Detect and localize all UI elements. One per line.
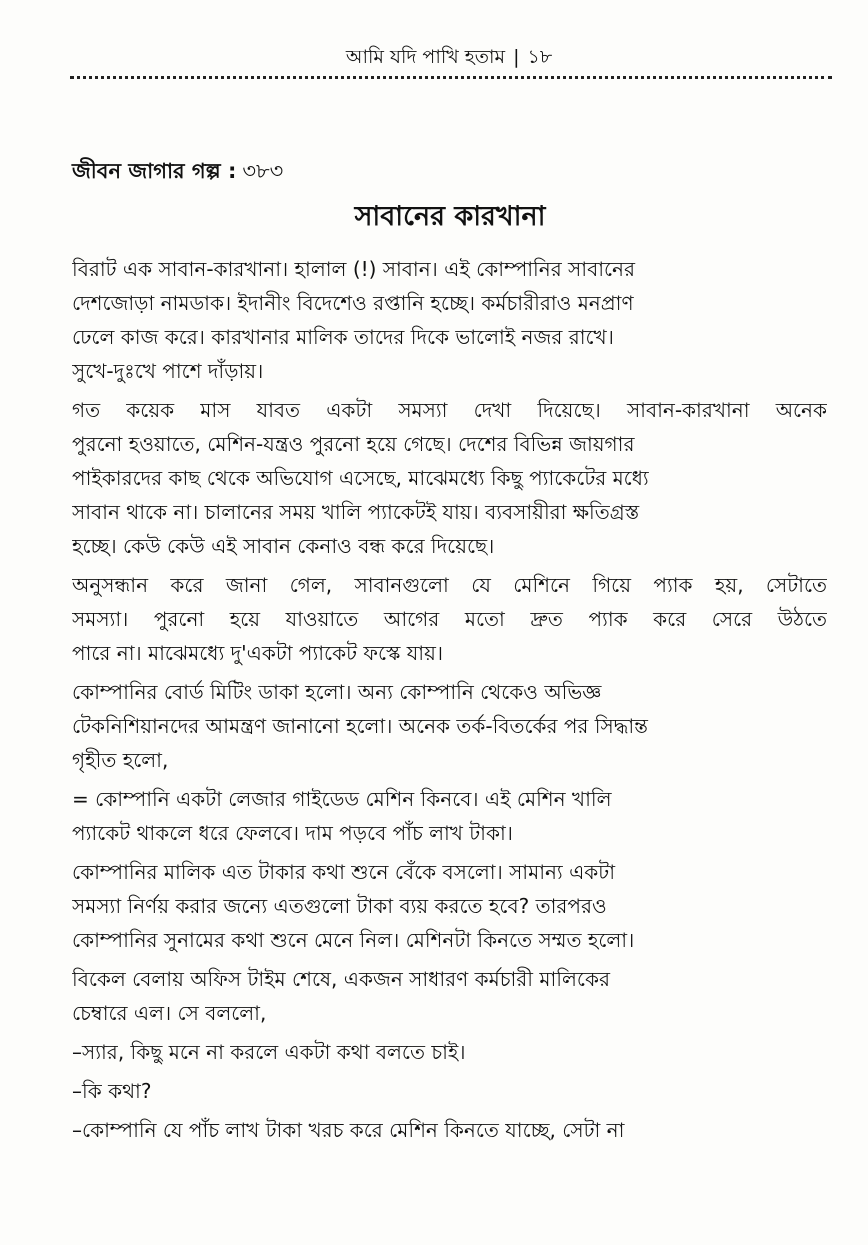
text-line: পাইকারদের কাছ থেকে অভিযোগ এসেছে, মাঝেমধ্যে কিছু প্যাকেটের মধ্যে [72, 466, 649, 490]
text-line: গত কয়েক মাস যাবত একটা সমস্যা দেখা দিয়েছে। সাবান-কারখানা অনেক [72, 398, 827, 422]
paragraph [72, 962, 827, 1030]
header-separator: | [513, 46, 520, 68]
story-body [72, 252, 827, 1152]
text-line: সমস্যা। পুরনো হয়ে যাওয়াতে আগের মতো দ্রুত প্যাক করে সেরে উঠতে [72, 607, 827, 631]
text-line: –কোম্পানি যে পাঁচ লাখ টাকা খরচ করে মেশিন কিনতে যাচ্ছে, সেটা না [72, 1118, 625, 1142]
paragraph [72, 393, 827, 563]
page-number: ১৮ [527, 46, 553, 68]
text-line: পুরনো হওয়াতে, মেশিন-যন্ত্রও পুরনো হয়ে গেছে। দেশের বিভিন্ন জায়গার [72, 432, 635, 456]
series-name: জীবন জাগার গল্প : [72, 159, 237, 183]
text-line: –স্যার, কিছু মনে না করলে একটা কথা বলতে চাই। [72, 1040, 466, 1064]
text-line: কোম্পানির সুনামের কথা শুনে মেনে নিল। মেশিনটা কিনতে সম্মত হলো। [72, 928, 635, 952]
story-number: ৩৮৩ [242, 159, 284, 183]
text-line: দেশজোড়া নামডাক। ইদানীং বিদেশেও রপ্তানি হচ্ছে। কর্মচারীরাও মনপ্রাণ [72, 291, 634, 315]
header-dotted-rule [70, 76, 832, 79]
text-line: অনুসন্ধান করে জানা গেল, সাবানগুলো যে মেশিনে গিয়ে প্যাক হয়, সেটাতে [72, 573, 827, 597]
paragraph [72, 1035, 827, 1069]
paragraph [72, 1113, 827, 1147]
story-title: সাবানের কারখানা [354, 201, 546, 232]
text-line: সুখে-দুঃখে পাশে দাঁড়ায়। [72, 359, 264, 383]
text-line: কোম্পানির বোর্ড মিটিং ডাকা হলো। অন্য কোম্পানি থেকেও অভিজ্ঞ [72, 680, 602, 704]
text-line: = কোম্পানি একটা লেজার গাইডেড মেশিন কিনবে। এই মেশিন খালি [72, 787, 612, 811]
paragraph [72, 252, 827, 388]
text-line: প্যাকেট থাকলে ধরে ফেলবে। দাম পড়বে পাঁচ লাখ টাকা। [72, 821, 513, 845]
paragraph [72, 855, 827, 957]
text-line: টেকনিশিয়ানদের আমন্ত্রণ জানানো হলো। অনেক তর্ক-বিতর্কের পর সিদ্ধান্ত [72, 714, 648, 738]
text-line: সমস্যা নির্ণয় করার জন্যে এতগুলো টাকা ব্যয় করতে হবে? তারপরও [72, 894, 607, 918]
text-line: বিরাট এক সাবান-কারখানা। হালাল (!) সাবান। এই কোম্পানির সাবানের [72, 257, 635, 281]
text-line: বিকেল বেলায় অফিস টাইম শেষে, একজন সাধারণ কর্মচারী মালিকের [72, 967, 610, 991]
text-line: চেম্বারে এল। সে বললো, [72, 1001, 267, 1025]
book-title: আমি যদি পাখি হতাম [345, 46, 506, 68]
paragraph [72, 675, 827, 777]
text-line: হচ্ছে। কেউ কেউ এই সাবান কেনাও বন্ধ করে দিয়েছে। [72, 534, 495, 558]
text-line: গৃহীত হলো, [72, 748, 169, 772]
paragraph [72, 782, 827, 850]
series-label [72, 156, 283, 186]
text-line: পারে না। মাঝেমধ্যে দু'একটা প্যাকেট ফস্কে যায়। [72, 641, 444, 665]
paragraph [72, 1074, 827, 1108]
text-line: ঢেলে কাজ করে। কারখানার মালিক তাদের দিকে ভালোই নজর রাখে। [72, 325, 614, 349]
text-line: কোম্পানির মালিক এত টাকার কথা শুনে বেঁকে বসলো। সামান্য একটা [72, 860, 615, 884]
paragraph [72, 568, 827, 670]
text-line: সাবান থাকে না। চালানের সময় খালি প্যাকেটই যায়। ব্যবসায়ীরা ক্ষতিগ্রস্ত [72, 500, 640, 524]
text-line: –কি কথা? [72, 1079, 152, 1103]
running-header [70, 44, 828, 70]
